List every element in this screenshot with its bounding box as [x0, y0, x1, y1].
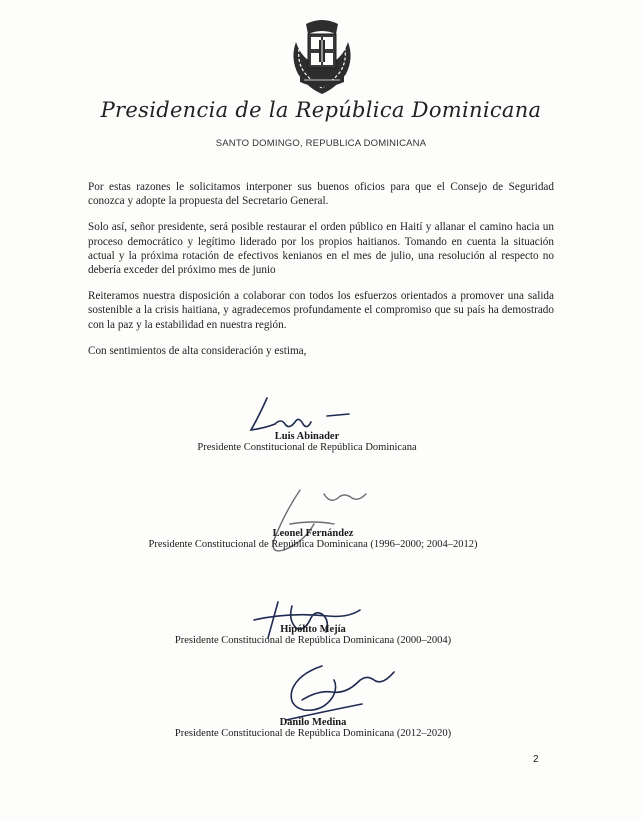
signature-block — [120, 528, 506, 550]
signer-title: Presidente Constitucional de República Dominicana (2000–2004) — [174, 635, 452, 646]
body-paragraph: Solo así, señor presidente, será posible restaurar el orden público en Haití y allanar el camino hacia un proceso democrático y legítimo liderado por los propios haitianos. Tomando en cuenta la situación actual y la próxima rotación de efectivos kenianos en el mes de julio, una resolución al respecto no debería exceder del próximo mes de junio — [88, 221, 554, 277]
signature-scribble — [254, 484, 374, 564]
signature-block — [146, 717, 480, 739]
signer-title: Presidente Constitucional de República Dominicana — [197, 442, 417, 453]
signature-block — [184, 431, 430, 453]
closing-line: Con sentimientos de alta consideración y estima, — [88, 344, 307, 357]
signature-block — [146, 624, 480, 646]
letter-body — [88, 180, 554, 370]
coat-of-arms-seal — [286, 14, 358, 96]
signer-title: Presidente Constitucional de República Dominicana (2012–2020) — [174, 728, 452, 739]
body-paragraph: Reiteramos nuestra disposición a colaborar con todos los esfuerzos orientados a promover una salida sostenible a la crisis haitiana, y agradecemos profundamente el compromiso que su país ha demostrado con la paz y la estabilidad en nuestra región. — [88, 290, 554, 331]
signer-name: Luis Abinader — [274, 431, 340, 442]
signer-name: Hipólito Mejía — [280, 624, 346, 635]
signer-title: Presidente Constitucional de República Dominicana (1996–2000; 2004–2012) — [148, 539, 478, 550]
page-number: 2 — [533, 754, 539, 765]
signer-name: Leonel Fernández — [272, 528, 354, 539]
body-paragraph: Por estas razones le solicitamos interponer sus buenos oficios para que el Consejo de Seguridad conozca y adopte la propuesta del Secretario General. — [88, 181, 554, 208]
letterhead-city: SANTO DOMINGO, REPUBLICA DOMINICANA — [215, 138, 427, 149]
signer-name: Danilo Medina — [279, 717, 347, 728]
letterhead-title: Presidencia de la República Dominicana — [100, 98, 542, 122]
